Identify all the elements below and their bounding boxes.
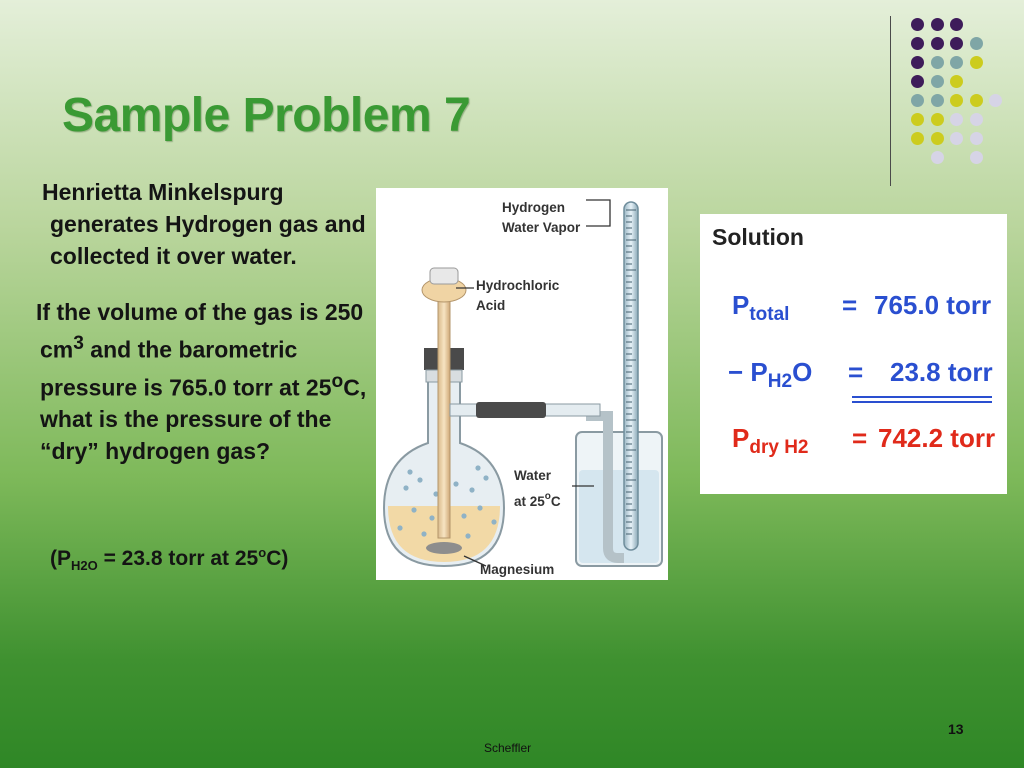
label-water: Water [514, 468, 552, 483]
subtraction-line-2 [852, 401, 992, 403]
page-number: 13 [948, 721, 964, 737]
decorative-dot [931, 18, 944, 31]
p-dry-label: $P_{dry H2}$ [732, 423, 809, 459]
decorative-dot [911, 56, 924, 69]
decorative-dot [970, 56, 983, 69]
given-mid: = 23.8 torr at 25 [97, 547, 259, 570]
equals-sign: = [842, 290, 858, 320]
apparatus-figure [376, 188, 668, 580]
decorative-dot [950, 94, 963, 107]
decorative-dot [950, 56, 963, 69]
decorative-dot [950, 37, 963, 50]
footer-author: Scheffler [484, 741, 532, 755]
problem-paragraph-2 [34, 296, 376, 467]
p-water-label: − $P_{H2}O$ [728, 357, 813, 393]
slide-title: Sample Problem 7 [62, 89, 471, 142]
subtraction-line [852, 396, 992, 398]
decorative-dot [970, 94, 983, 107]
decorative-dot [989, 94, 1002, 107]
p-dry-value: 742.2 torr [878, 423, 996, 453]
thistle-tube [438, 298, 450, 538]
decorative-dot [950, 75, 963, 88]
decorative-dot [931, 151, 944, 164]
label-magnesium: Magnesium [480, 562, 555, 577]
decorative-dot [970, 113, 983, 126]
decorative-dot [931, 94, 944, 107]
decorative-dot [911, 132, 924, 145]
decorative-dot [911, 94, 924, 107]
paragraph2-part-b: and the barometric pressure is 765.0 torr at 25 [40, 336, 332, 401]
decorative-dot [931, 56, 944, 69]
solution-heading: Solution [712, 224, 804, 250]
decorative-divider [890, 16, 891, 186]
decorative-dot [931, 113, 944, 126]
paragraph2-part-a: If the volume of the gas is 250 cm [36, 299, 364, 363]
decorative-dot [911, 18, 924, 31]
given-vapor-pressure [50, 545, 288, 573]
label-temperature: at 25$^o$C [514, 491, 561, 509]
p-water-value: 23.8 torr [890, 357, 993, 387]
degree-superscript: o [331, 370, 344, 392]
decorative-dot [970, 151, 983, 164]
magnesium-pieces [426, 542, 462, 554]
p-total-value: 765.0 torr [874, 290, 992, 320]
given-degree: o [258, 545, 267, 560]
decorative-dot [911, 37, 924, 50]
cubic-superscript: 3 [73, 333, 84, 354]
decorative-dot [931, 132, 944, 145]
problem-paragraph-1: Henrietta Minkelspurg generates Hydrogen gas and collected it over water. [42, 179, 366, 269]
problem-text [34, 176, 376, 467]
label-acid: Acid [476, 298, 506, 313]
rubber-connector [476, 402, 546, 418]
paragraph2-part-c: C, what is the pressure of the “dry” hydrogen gas? [40, 374, 367, 465]
decorative-dot [931, 75, 944, 88]
decorative-dot [911, 75, 924, 88]
equals-sign: = [848, 357, 864, 387]
decorative-dot [950, 113, 963, 126]
decorative-dot [950, 132, 963, 145]
decorative-dot [911, 113, 924, 126]
solution-panel [700, 214, 1007, 494]
equals-sign: = [852, 423, 868, 453]
beaker-water [579, 470, 659, 563]
label-hydrochloric: Hydrochloric [476, 278, 560, 293]
decorative-dot [950, 18, 963, 31]
decorative-dot [970, 132, 983, 145]
given-open: (P [50, 547, 71, 570]
label-water-vapor: Water Vapor [502, 220, 581, 235]
decorative-dot [970, 37, 983, 50]
label-hydrogen: Hydrogen [502, 200, 566, 215]
p-total-label: $P_{total}$ [732, 290, 790, 326]
given-close: C) [266, 547, 289, 570]
decorative-dot [931, 37, 944, 50]
apparatus-illustration [376, 188, 668, 580]
given-subscript: H2O [71, 558, 98, 574]
